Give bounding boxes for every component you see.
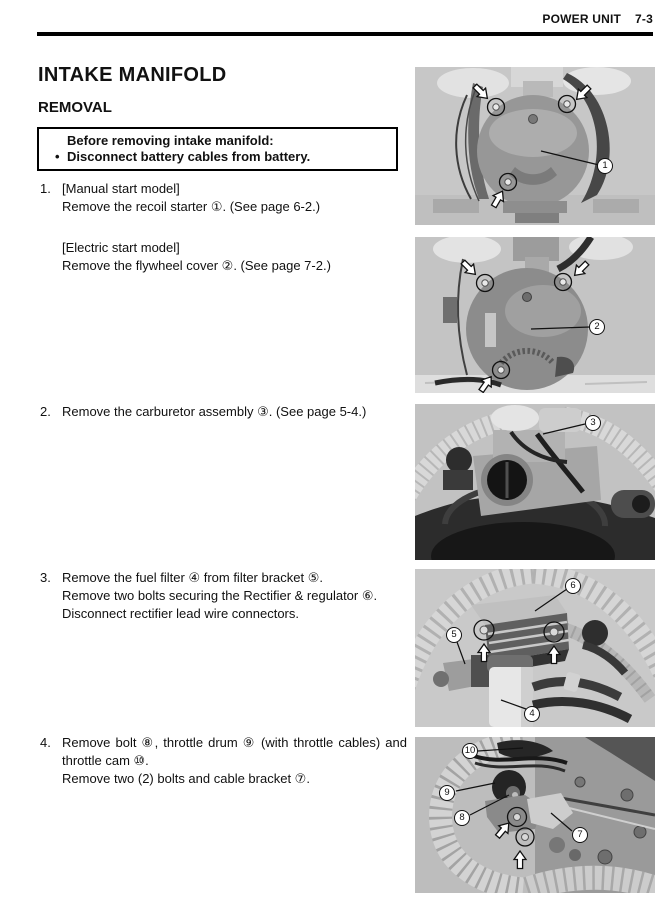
recoil-starter-photo [415,67,655,225]
step-3 [40,569,407,623]
step-number: 3. [40,570,51,585]
callout-8: 8 [454,810,470,826]
step-number: 4. [40,735,51,750]
page-header [542,12,653,26]
step-line: Remove bolt ⑧, throttle drum ⑨ (with throttle cables) and [62,735,407,750]
header-section-title: POWER UNIT [542,12,622,26]
flywheel-cover-photo [415,237,655,393]
step-1-electric [40,239,407,275]
figure-fuel-filter [415,569,655,727]
step-number [40,239,62,275]
figure-recoil-starter [415,67,655,225]
page-title: INTAKE MANIFOLD [38,64,227,86]
step-line: throttle cam ⑩. [62,753,149,768]
callout-3: 3 [585,415,601,431]
step-line: Remove the flywheel cover ②. (See page 7-2.) [62,258,331,273]
carburetor-assembly-photo [415,404,655,560]
step-number: 1. [40,181,51,196]
callout-7: 7 [572,827,588,843]
callout-1: 1 [597,158,613,174]
notice-box [37,127,398,171]
callout-9: 9 [439,785,455,801]
callout-4: 4 [524,706,540,722]
callout-5: 5 [446,627,462,643]
step-line: Remove the carburetor assembly ③. (See page 5-4.) [62,404,367,419]
figure-carburetor [415,404,655,560]
step-1-manual [40,180,407,216]
header-rule [37,32,653,36]
callout-6: 6 [565,578,581,594]
step-line: Disconnect rectifier lead wire connectors. [62,606,299,621]
step-line: Remove two (2) bolts and cable bracket ⑦. [62,771,310,786]
notice-item-text: Disconnect battery cables from battery. [67,149,311,164]
step-4 [40,734,407,788]
step-line: Remove the recoil starter ①. (See page 6-2.) [62,199,321,214]
throttle-drum-photo [415,737,655,893]
step-line: [Electric start model] [62,240,180,255]
step-2 [40,403,407,421]
callout-10: 10 [462,743,478,759]
header-page-number: 7-3 [635,12,653,26]
bullet-icon: • [55,149,60,164]
step-number: 2. [40,404,51,419]
section-heading: REMOVAL [38,99,112,116]
notice-item [55,149,388,165]
fuel-filter-rectifier-photo [415,569,655,727]
step-line: [Manual start model] [62,181,180,196]
notice-heading: Before removing intake manifold: [67,133,274,148]
step-line: Remove two bolts securing the Rectifier & regulator ⑥. [62,588,378,603]
callout-2: 2 [589,319,605,335]
step-line: Remove the fuel filter ④ from filter bracket ⑤. [62,570,324,585]
figure-flywheel-cover [415,237,655,393]
figure-throttle-drum [415,737,655,893]
